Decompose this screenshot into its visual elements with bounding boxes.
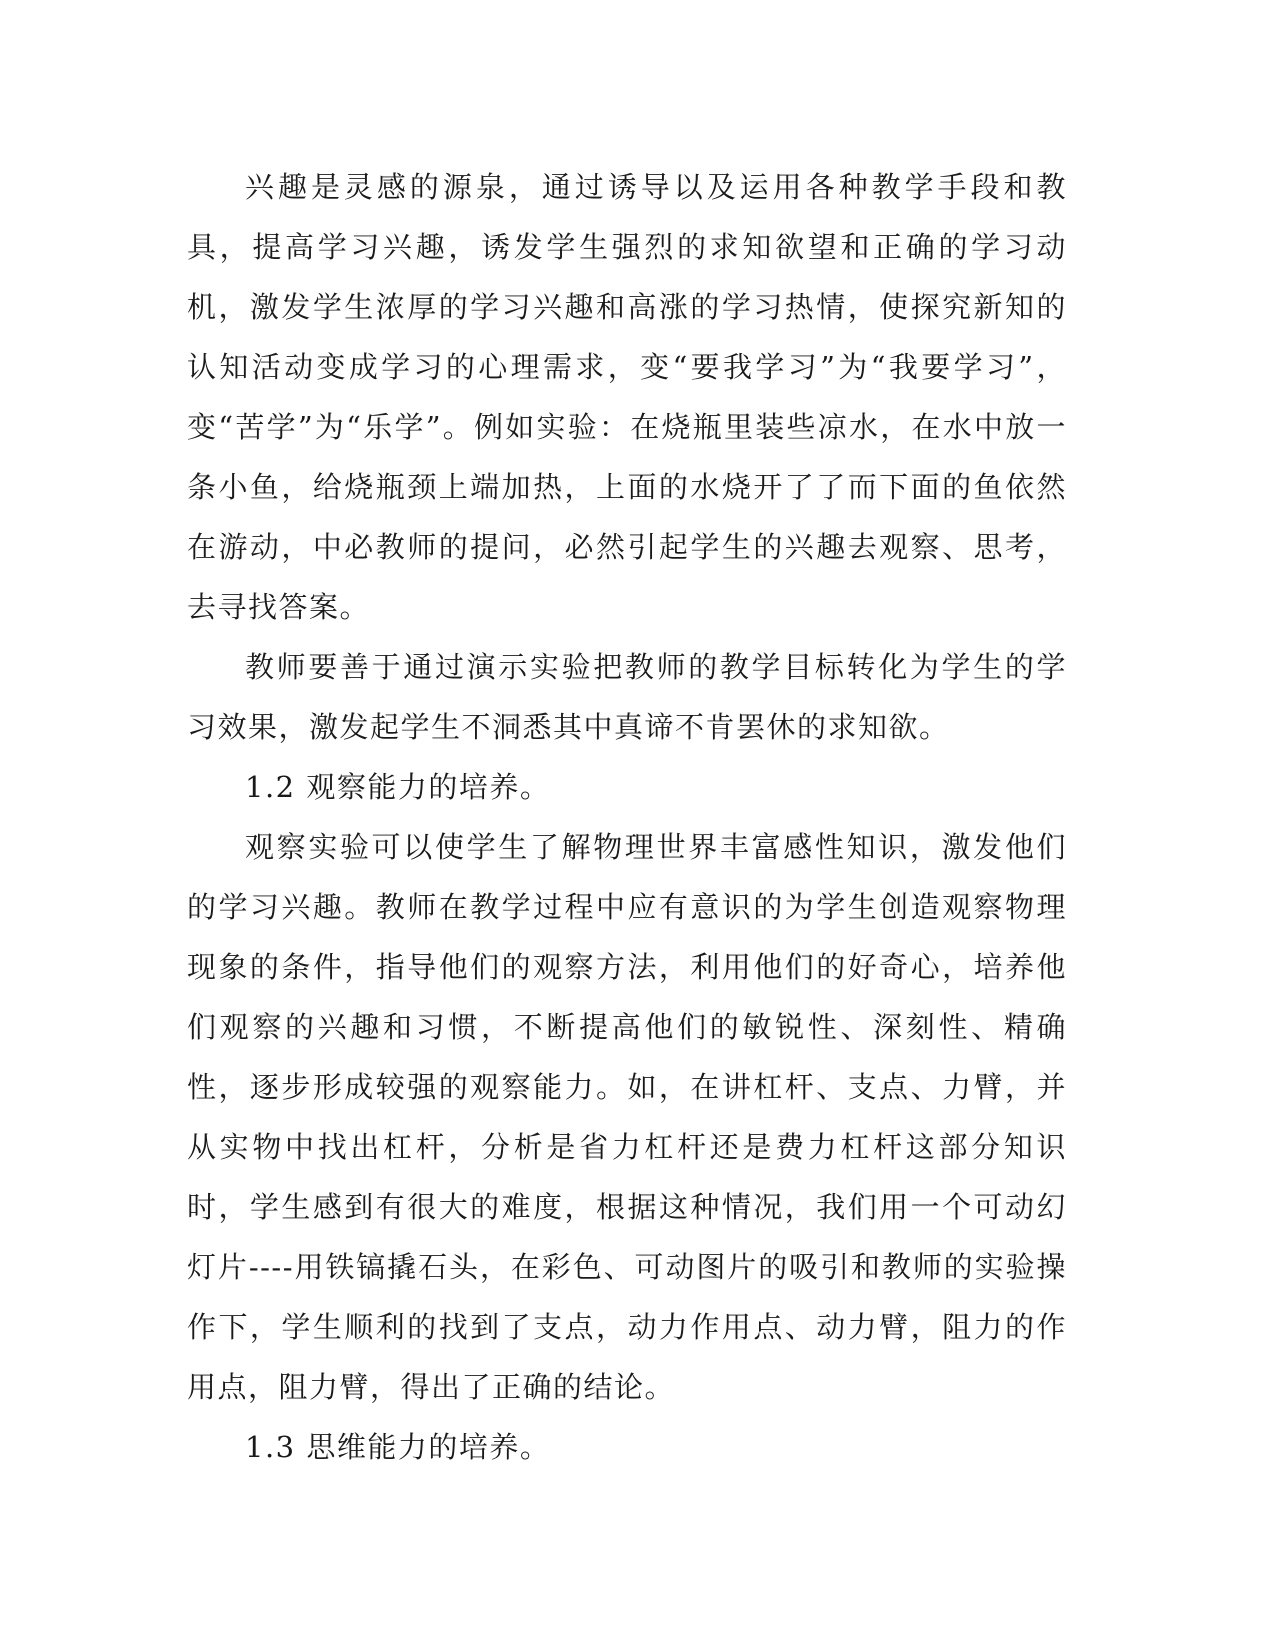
section-heading-1-2: 1.2 观察能力的培养。 xyxy=(245,770,551,804)
paragraph-demonstration: 教师要善于通过演示实验把教师的教学目标转化为学生的学习效果，激发起学生不洞悉其中真谛不肯罢休的求知欲。 xyxy=(187,650,1067,744)
section-heading-1-3: 1.3 思维能力的培养。 xyxy=(245,1430,551,1464)
paragraph-interest: 兴趣是灵感的源泉，通过诱导以及运用各种教学手段和教具，提高学习兴趣，诱发学生强烈的求知欲望和正确的学习动机，激发学生浓厚的学习兴趣和高涨的学习热情，使探究新知的认知活动变成学习的心理需求，变“要我学习”为“我要学习”，变“苦学”为“乐学”。例如实验：在烧瓶里装些凉水，在水中放一条小鱼，给烧瓶颈上端加热，上面的水烧开了了而下面的鱼依然在游动，中必教师的提问，必然引起学生的兴趣去观察、思考，去寻找答案。 xyxy=(187,170,1067,624)
document-body xyxy=(187,157,1067,1477)
paragraph-observation: 观察实验可以使学生了解物理世界丰富感性知识，激发他们的学习兴趣。教师在教学过程中应有意识的为学生创造观察物理现象的条件，指导他们的观察方法，利用他们的好奇心，培养他们观察的兴趣和习惯，不断提高他们的敏锐性、深刻性、精确性，逐步形成较强的观察能力。如，在讲杠杆、支点、力臂，并从实物中找出杠杆，分析是省力杠杆还是费力杠杆这部分知识时，学生感到有很大的难度，根据这种情况，我们用一个可动幻灯片----用铁镐撬石头，在彩色、可动图片的吸引和教师的实验操作下，学生顺利的找到了支点，动力作用点、动力臂，阻力的作用点，阻力臂，得出了正确的结论。 xyxy=(187,830,1067,1404)
